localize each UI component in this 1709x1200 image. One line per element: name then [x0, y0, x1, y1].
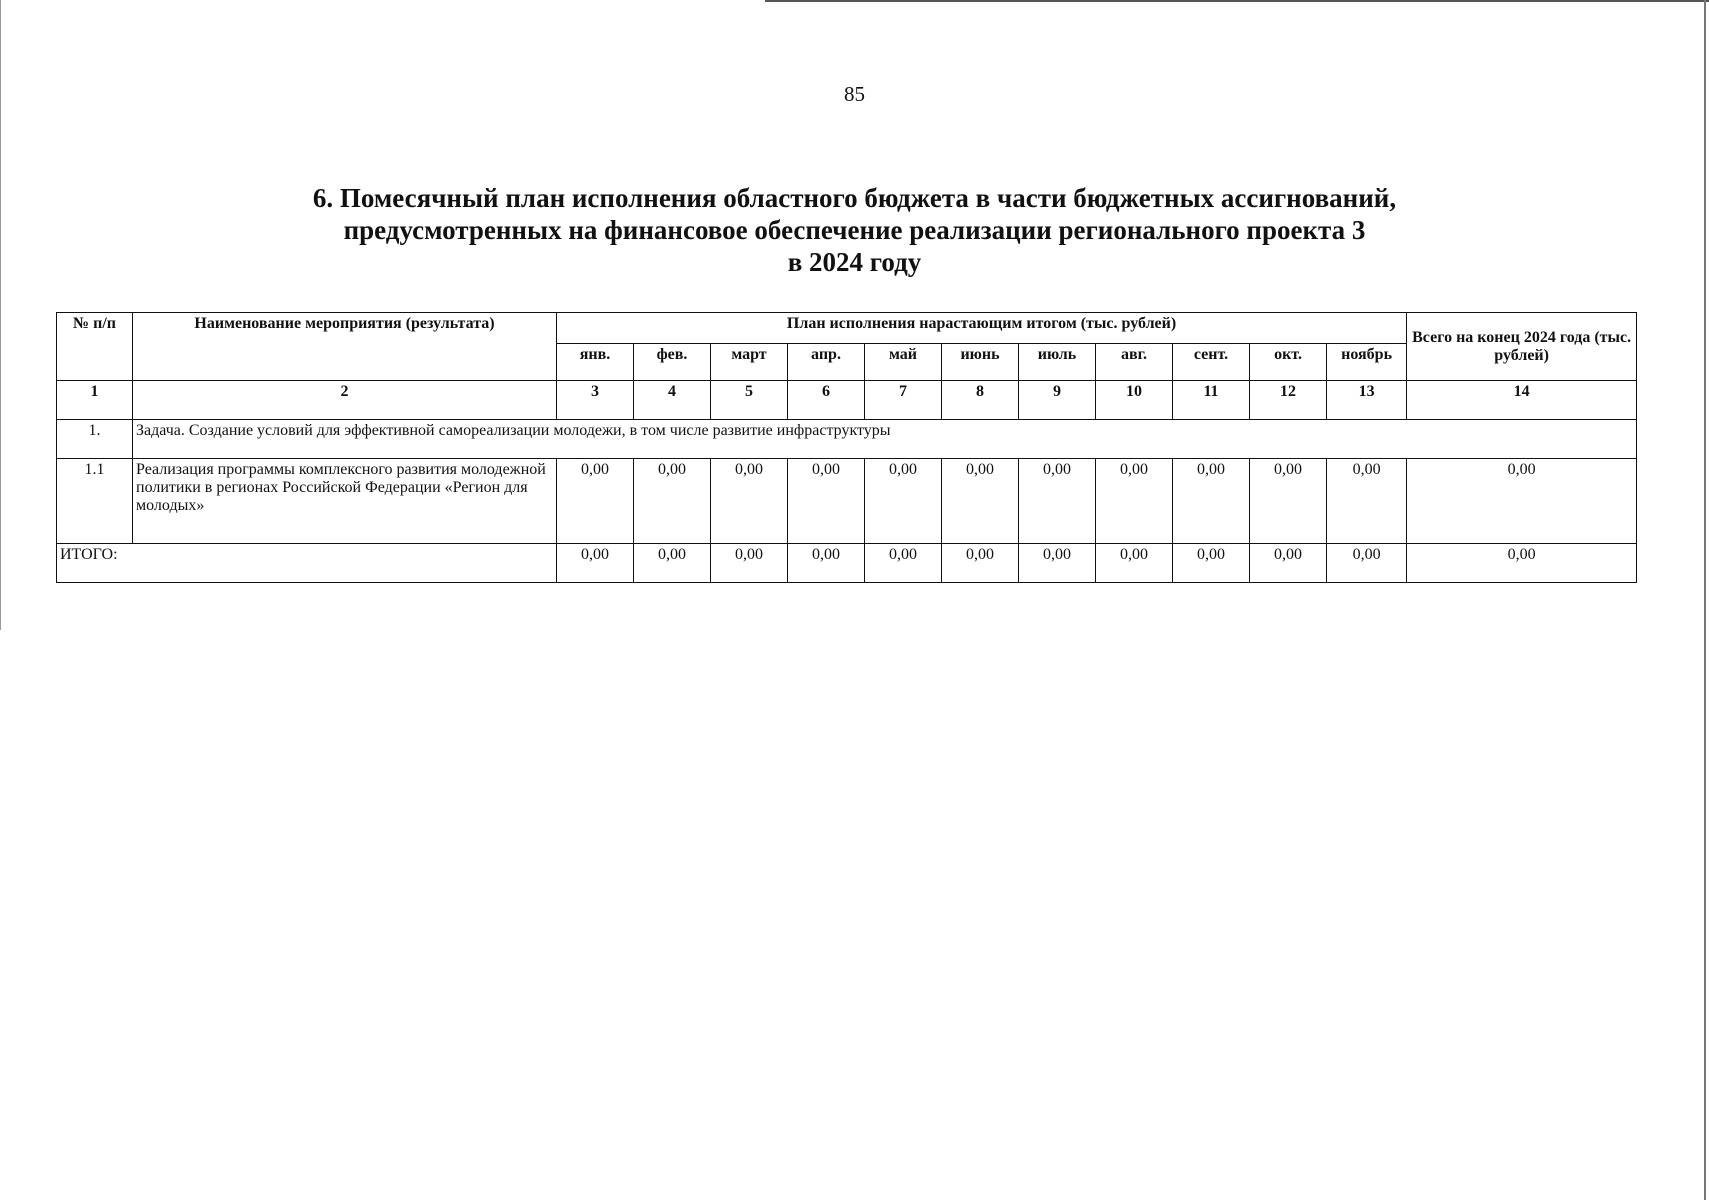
- header-month-oct: окт.: [1250, 344, 1327, 381]
- budget-plan-table: [56, 312, 1637, 583]
- total-label: ИТОГО:: [57, 544, 557, 583]
- column-number: 2: [133, 381, 557, 420]
- header-month-nov: ноябрь: [1327, 344, 1407, 381]
- column-number: 1: [57, 381, 133, 420]
- title-line-1: 6. Помесячный план исполнения областного бюджета в части бюджетных ассигнований,: [312, 183, 1397, 213]
- header-month-jun: июнь: [942, 344, 1019, 381]
- scan-edge-top: [765, 0, 1709, 2]
- page-number: 85: [844, 82, 865, 106]
- header-plan-group: План исполнения нарастающим итогом (тыс. рублей): [557, 313, 1407, 344]
- header-month-jul: июль: [1019, 344, 1096, 381]
- total-value-jul: 0,00: [1019, 544, 1096, 583]
- column-number: 8: [942, 381, 1019, 420]
- column-number: 7: [865, 381, 942, 420]
- task-text: Задача. Создание условий для эффективной самореализации молодежи, в том числе развитие инфраструктуры: [133, 420, 1637, 459]
- column-number: 10: [1096, 381, 1173, 420]
- column-number-row: [57, 381, 1637, 420]
- total-value-aug: 0,00: [1096, 544, 1173, 583]
- header-month-jan: янв.: [557, 344, 634, 381]
- item-value-mar: 0,00: [711, 459, 788, 544]
- column-number: 13: [1327, 381, 1407, 420]
- total-value-jun: 0,00: [942, 544, 1019, 583]
- column-number: 11: [1173, 381, 1250, 420]
- item-value-nov: 0,00: [1327, 459, 1407, 544]
- total-value-feb: 0,00: [634, 544, 711, 583]
- column-number: 9: [1019, 381, 1096, 420]
- header-event-name: Наименование мероприятия (результата): [133, 313, 557, 381]
- item-value-aug: 0,00: [1096, 459, 1173, 544]
- item-value-jul: 0,00: [1019, 459, 1096, 544]
- header-row-number: № п/п: [57, 313, 133, 381]
- column-number: 6: [788, 381, 865, 420]
- column-number: 4: [634, 381, 711, 420]
- column-number: 14: [1407, 381, 1637, 420]
- item-number: 1.1: [57, 459, 133, 544]
- item-value-jan: 0,00: [557, 459, 634, 544]
- scan-edge-right: [1704, 0, 1706, 1200]
- column-number: 5: [711, 381, 788, 420]
- item-total: 0,00: [1407, 459, 1637, 544]
- total-value-apr: 0,00: [788, 544, 865, 583]
- document-title: [0, 182, 1709, 278]
- header-month-aug: авг.: [1096, 344, 1173, 381]
- item-value-jun: 0,00: [942, 459, 1019, 544]
- item-value-oct: 0,00: [1250, 459, 1327, 544]
- total-value-mar: 0,00: [711, 544, 788, 583]
- header-month-mar: март: [711, 344, 788, 381]
- total-value-may: 0,00: [865, 544, 942, 583]
- title-line-3: в 2024 году: [787, 247, 922, 277]
- item-name: Реализация программы комплексного развития молодежной политики в регионах Российской Федерации «Регион для молодых»: [133, 459, 557, 544]
- table-row: [57, 459, 1637, 544]
- item-value-feb: 0,00: [634, 459, 711, 544]
- header-month-feb: фев.: [634, 344, 711, 381]
- total-value-oct: 0,00: [1250, 544, 1327, 583]
- header-month-apr: апр.: [788, 344, 865, 381]
- task-number: 1.: [57, 420, 133, 459]
- total-value-sep: 0,00: [1173, 544, 1250, 583]
- total-value-jan: 0,00: [557, 544, 634, 583]
- column-number: 12: [1250, 381, 1327, 420]
- header-month-may: май: [865, 344, 942, 381]
- header-total: Всего на конец 2024 года (тыс. рублей): [1407, 313, 1637, 381]
- header-month-sep: сент.: [1173, 344, 1250, 381]
- task-row: [57, 420, 1637, 459]
- item-value-apr: 0,00: [788, 459, 865, 544]
- total-grand: 0,00: [1407, 544, 1637, 583]
- item-value-may: 0,00: [865, 459, 942, 544]
- column-number: 3: [557, 381, 634, 420]
- item-value-sep: 0,00: [1173, 459, 1250, 544]
- title-line-2: предусмотренных на финансовое обеспечение реализации регионального проекта 3: [343, 215, 1366, 245]
- total-row: [57, 544, 1637, 583]
- total-value-nov: 0,00: [1327, 544, 1407, 583]
